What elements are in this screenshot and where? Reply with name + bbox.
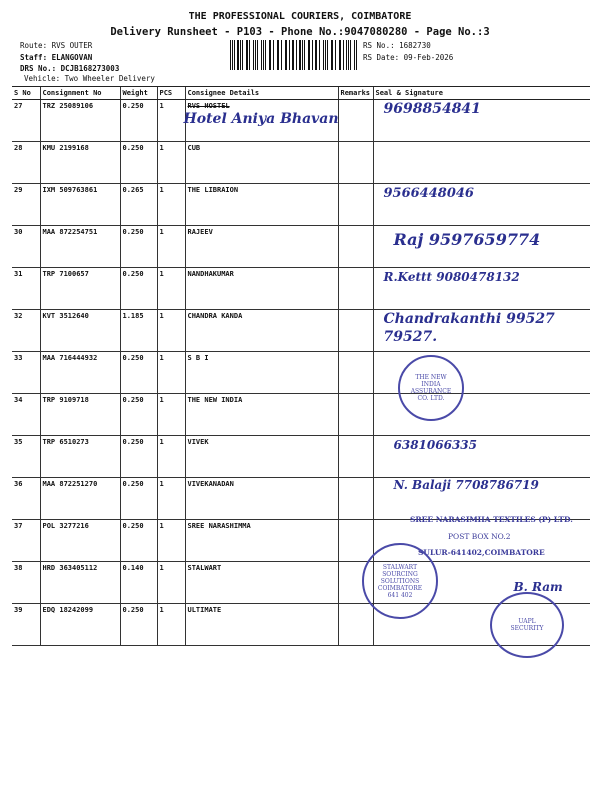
- barcode-bar: [319, 40, 320, 70]
- barcode-bar: [343, 40, 344, 70]
- cell-pcs: 1: [159, 606, 164, 614]
- barcode-bar: [286, 40, 287, 70]
- handwritten-signature: R.Kettt 9080478132: [383, 270, 520, 284]
- handwritten-signature: 6381066335: [393, 438, 477, 452]
- cell-pcs: 1: [159, 438, 164, 446]
- handwritten-signature: 9698854841: [383, 101, 481, 117]
- barcode-bar: [354, 40, 355, 70]
- cell-wt: 0.250: [122, 270, 144, 278]
- barcode-bar: [273, 40, 274, 70]
- cell-consignee: VIVEKANADAN: [187, 480, 234, 488]
- cell-pcs: 1: [159, 270, 164, 278]
- cell-pcs: 1: [159, 186, 164, 194]
- handwritten-signature: B. Ram: [513, 580, 563, 594]
- cell-wt: 0.250: [122, 606, 144, 614]
- barcode-bar: [265, 40, 266, 70]
- cell-consignee: RVS HOSTEL: [187, 102, 230, 110]
- new-india-stamp: THE NEW INDIA ASSURANCE CO. LTD.: [398, 355, 464, 421]
- cell-consignee: SREE NARASHIMMA: [187, 522, 251, 530]
- cell-seal-signature: [373, 478, 590, 520]
- cell-seal-signature: [373, 268, 590, 310]
- cell-pcs: 1: [159, 522, 164, 530]
- cell-pcs: 1: [159, 144, 164, 152]
- cell-sno: 30: [14, 228, 23, 236]
- cell-wt: 0.250: [122, 144, 144, 152]
- barcode-bar: [242, 40, 243, 70]
- column-header: Weight: [120, 87, 157, 100]
- cell-wt: 0.250: [122, 522, 144, 530]
- table-row: [12, 352, 590, 394]
- drs-no: DRS No.: DCJB168273003: [20, 64, 120, 73]
- cell-cn: MAA 872251270: [42, 480, 98, 488]
- cell-remarks: [338, 478, 373, 520]
- cell-cn: TRZ 25089106: [42, 102, 94, 110]
- cell-wt: 0.250: [122, 228, 144, 236]
- table-row: [12, 184, 590, 226]
- table-row: [12, 226, 590, 268]
- table-row: [12, 394, 590, 436]
- post-box-stamp: POST BOX NO.2: [448, 532, 511, 541]
- staff: Staff: ELANGOVAN: [20, 53, 93, 62]
- handwritten-signature: Raj 9597659774: [393, 230, 541, 249]
- cell-sno: 35: [14, 438, 23, 446]
- cell-wt: 0.265: [122, 186, 144, 194]
- company-title: THE PROFESSIONAL COURIERS, COIMBATORE: [188, 11, 412, 22]
- barcode-bar: [325, 40, 326, 70]
- cell-pcs: 1: [159, 228, 164, 236]
- cell-cn: POL 3277216: [42, 522, 89, 530]
- cell-seal-signature: [373, 436, 590, 478]
- column-header: Seal & Signature: [373, 87, 590, 100]
- rs-date: RS Date: 09-Feb-2026: [363, 53, 454, 62]
- cell-pcs: 1: [159, 102, 164, 110]
- barcode-bar: [302, 40, 303, 70]
- cell-sno: 31: [14, 270, 23, 278]
- runsheet-subtitle: Delivery Runsheet - P103 - Phone No.:9047080280 - Page No.:3: [110, 26, 490, 38]
- barcode-bar: [335, 40, 336, 70]
- barcode-bar: [249, 40, 250, 70]
- cell-cn: TRP 7100657: [42, 270, 89, 278]
- column-header: Remarks: [338, 87, 373, 100]
- cell-seal-signature: [373, 184, 590, 226]
- route: Route: RVS OUTER: [20, 41, 93, 50]
- cell-wt: 0.250: [122, 102, 144, 110]
- sree-narasimha-stamp-name: SREE NARASIMHA TEXTILES (P) LTD.: [410, 515, 573, 524]
- cell-remarks: [338, 100, 373, 142]
- table-row: [12, 310, 590, 352]
- barcode-bar: [316, 40, 317, 70]
- barcode-bar: [299, 40, 300, 70]
- cell-sno: 37: [14, 522, 23, 530]
- barcode-bar: [348, 40, 349, 70]
- cell-sno: 38: [14, 564, 23, 572]
- table-row: [12, 478, 590, 520]
- cell-sno: 32: [14, 312, 23, 320]
- barcode-bar: [237, 40, 238, 70]
- cell-sno: 27: [14, 102, 23, 110]
- cell-remarks: [338, 394, 373, 436]
- barcode-bar: [293, 40, 294, 70]
- cell-wt: 0.250: [122, 396, 144, 404]
- cell-remarks: [338, 184, 373, 226]
- cell-cn: HRD 363405112: [42, 564, 98, 572]
- cell-remarks: [338, 142, 373, 184]
- barcode-bar: [270, 40, 271, 70]
- handwritten-note: Hotel Aniya Bhavan: [183, 111, 339, 127]
- cell-consignee: CHANDRA KANDA: [187, 312, 243, 320]
- cell-consignee: NANDHAKUMAR: [187, 270, 234, 278]
- cell-remarks: [338, 604, 373, 646]
- cell-consignee: STALWART: [187, 564, 222, 572]
- cell-wt: 0.250: [122, 354, 144, 362]
- cell-sno: 29: [14, 186, 23, 194]
- barcode-bar: [309, 40, 310, 70]
- cell-seal-signature: [373, 310, 590, 352]
- uapl-stamp: UAPL SECURITY: [490, 592, 564, 658]
- table-row: [12, 268, 590, 310]
- cell-sno: 39: [14, 606, 23, 614]
- cell-pcs: 1: [159, 354, 164, 362]
- cell-cn: TRP 9109718: [42, 396, 89, 404]
- cell-consignee: VIVEK: [187, 438, 209, 446]
- cell-seal-signature: [373, 100, 590, 142]
- table-row: [12, 142, 590, 184]
- cell-cn: TRP 6510273: [42, 438, 89, 446]
- cell-cn: EDQ 18242099: [42, 606, 94, 614]
- cell-cn: MAA 872254751: [42, 228, 98, 236]
- cell-remarks: [338, 352, 373, 394]
- cell-seal-signature: [373, 226, 590, 268]
- cell-sno: 34: [14, 396, 23, 404]
- handwritten-signature: N. Balaji 7708786719: [393, 478, 539, 492]
- vehicle: Vehicle: Two Wheeler Delivery: [24, 74, 155, 83]
- cell-consignee: THE LIBRAION: [187, 186, 239, 194]
- column-header: Consignee Details: [185, 87, 338, 100]
- barcode-bar: [332, 40, 333, 70]
- cell-sno: 36: [14, 480, 23, 488]
- cell-seal-signature: [373, 142, 590, 184]
- cell-consignee: CUB: [187, 144, 201, 152]
- barcode-bar: [281, 40, 282, 70]
- stalwart-stamp: STALWART SOURCING SOLUTIONS COIMBATORE 641 402: [362, 543, 438, 619]
- cell-consignee: THE NEW INDIA: [187, 396, 243, 404]
- handwritten-signature: Chandrakanthi 99527 79527.: [383, 311, 555, 346]
- column-header: Consignment No: [40, 87, 120, 100]
- runsheet-table: [12, 86, 590, 646]
- column-header: S No: [12, 87, 40, 100]
- cell-sno: 33: [14, 354, 23, 362]
- table-row: [12, 562, 590, 604]
- handwritten-signature: 9566448046: [383, 186, 474, 201]
- cell-wt: 0.250: [122, 438, 144, 446]
- cell-cn: MAA 716444932: [42, 354, 98, 362]
- cell-remarks: [338, 310, 373, 352]
- cell-wt: 1.185: [122, 312, 144, 320]
- cell-cn: KMU 2199168: [42, 144, 89, 152]
- cell-pcs: 1: [159, 564, 164, 572]
- cell-pcs: 1: [159, 312, 164, 320]
- cell-remarks: [338, 436, 373, 478]
- cell-wt: 0.250: [122, 480, 144, 488]
- cell-wt: 0.140: [122, 564, 144, 572]
- rs-no: RS No.: 1682730: [363, 41, 431, 50]
- cell-pcs: 1: [159, 480, 164, 488]
- cell-sno: 28: [14, 144, 23, 152]
- barcode-bar: [253, 40, 254, 70]
- cell-cn: IXM 509763861: [42, 186, 98, 194]
- cell-consignee: RAJEEV: [187, 228, 213, 236]
- column-header: PCS: [157, 87, 185, 100]
- table-row: [12, 100, 590, 142]
- cell-cn: KVT 3512640: [42, 312, 89, 320]
- cell-remarks: [338, 520, 373, 562]
- barcode-bar: [230, 40, 231, 70]
- barcode-bar: [261, 40, 262, 70]
- cell-consignee: S B I: [187, 354, 209, 362]
- cell-consignee: ULTIMATE: [187, 606, 222, 614]
- sulur-stamp: SULUR-641402,COIMBATORE: [418, 548, 545, 557]
- cell-remarks: [338, 268, 373, 310]
- barcode: [230, 40, 358, 70]
- cell-remarks: [338, 226, 373, 268]
- cell-pcs: 1: [159, 396, 164, 404]
- table-row: [12, 436, 590, 478]
